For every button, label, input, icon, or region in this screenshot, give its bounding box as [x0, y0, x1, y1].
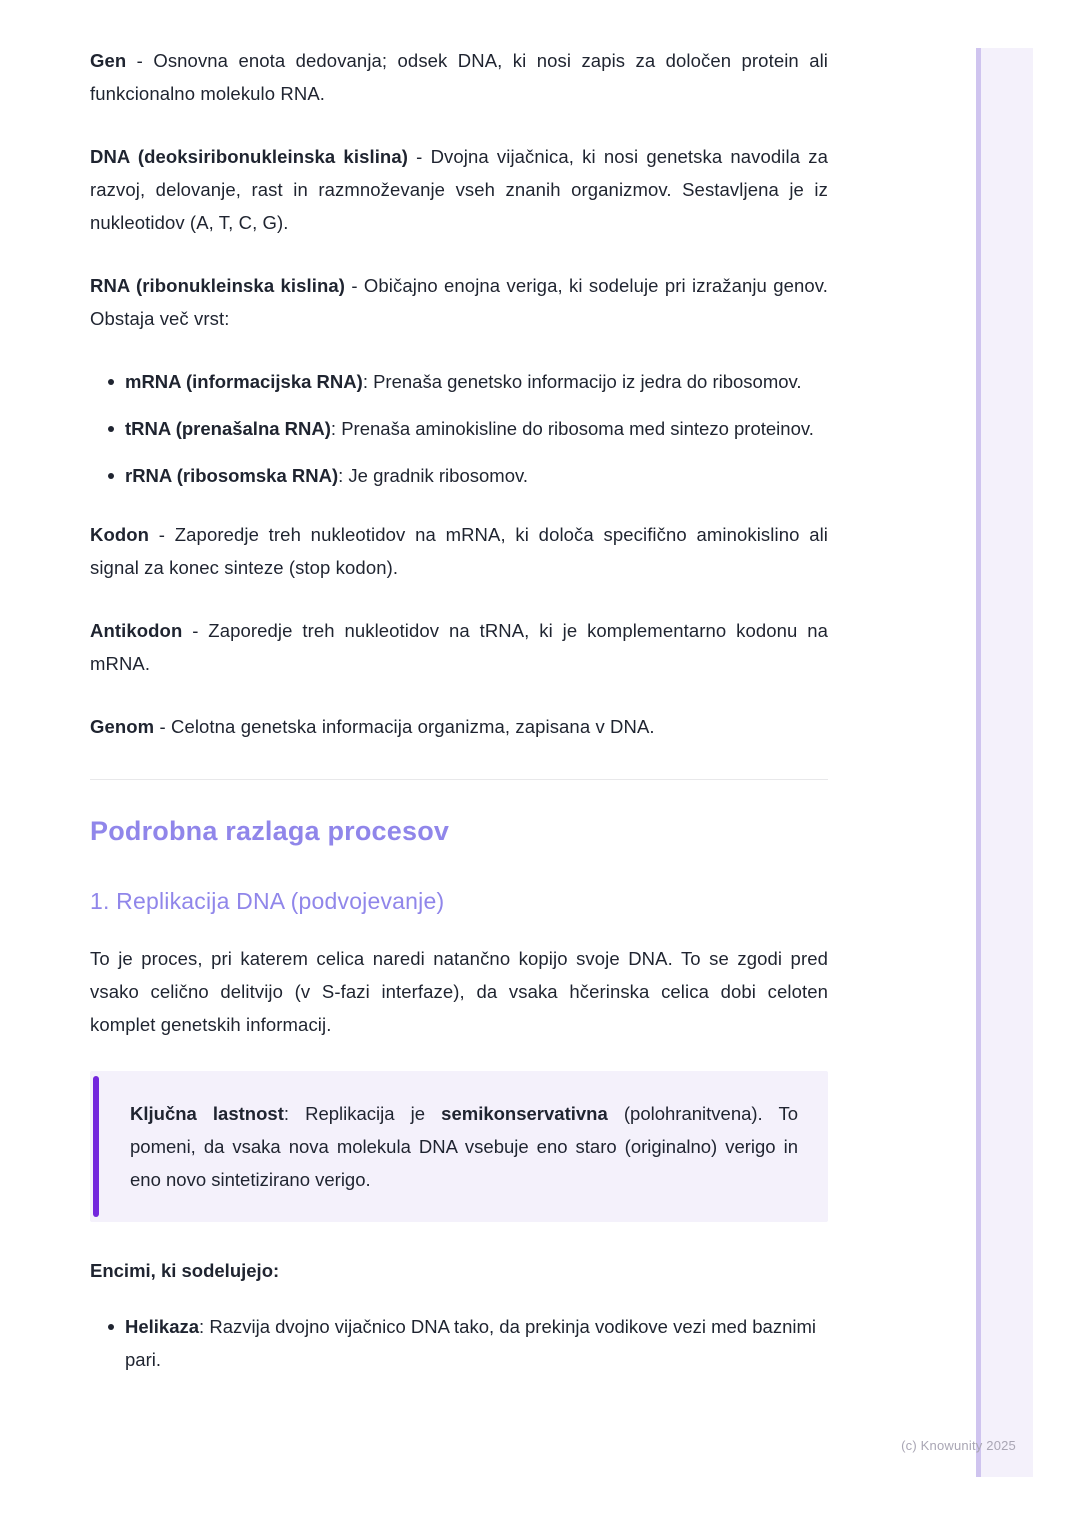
- right-side-panel-accent: [976, 48, 981, 1477]
- callout-emphasis: semikonservativna: [441, 1103, 608, 1124]
- definition-text: Osnovna enota dedovanja; odsek DNA, ki nosi zapis za določen protein ali funkcionalno molekulo RNA.: [90, 50, 828, 104]
- list-item-separator: :: [330, 418, 342, 439]
- definition-text: Običajno enojna veriga, ki sodeluje pri izražanju genov. Obstaja več vrst:: [90, 275, 829, 329]
- definition-separator: -: [126, 50, 154, 71]
- definition-term: DNA (deoksiribonukleinska kislina): [90, 146, 408, 167]
- sub-heading-replication: 1. Replikacija DNA (podvojevanje): [90, 888, 445, 914]
- definition-dna: [90, 140, 828, 239]
- definition-gen: [90, 44, 828, 110]
- copyright-watermark: (c) Knowunity 2025: [901, 1438, 1016, 1453]
- list-item-separator: :: [199, 1316, 210, 1337]
- list-item: [108, 459, 828, 492]
- enzymes-lead-in: Encimi, ki sodelujejo:: [90, 1260, 280, 1281]
- key-property-callout: [90, 1071, 828, 1222]
- list-item-text: Je gradnik ribosomov.: [348, 465, 529, 486]
- rna-types-list: [90, 365, 828, 492]
- definition-separator: -: [182, 620, 209, 641]
- list-item-term: tRNA (prenašalna RNA): [125, 418, 331, 439]
- list-item-term: Helikaza: [125, 1316, 200, 1337]
- definition-antikodon: [90, 614, 828, 680]
- callout-accent-bar: [93, 1076, 99, 1217]
- list-item: [108, 412, 828, 445]
- enzymes-list: [90, 1310, 828, 1376]
- callout-text-after: (polohranitvena). To pomeni, da vsaka nova molekula DNA vsebuje eno staro (originalno) verigo in eno novo sintetizirano verigo.: [130, 1103, 799, 1190]
- definition-term: Genom: [90, 716, 155, 737]
- definition-term: Gen: [90, 50, 127, 71]
- list-item-term: mRNA (informacijska RNA): [125, 371, 363, 392]
- replication-intro-paragraph: To je proces, pri katerem celica naredi natančno kopijo svoje DNA. To se zgodi pred vsako celično delitvijo (v S-fazi interfaze), da vsaka hčerinska celica dobi celoten komplet genetskih informacij.: [90, 948, 828, 1035]
- callout-paragraph: [130, 1097, 798, 1196]
- section-heading: Podrobna razlaga procesov: [90, 816, 450, 846]
- definition-text: Celotna genetska informacija organizma, zapisana v DNA.: [170, 716, 655, 737]
- list-item-text: Prenaša genetsko informacijo iz jedra do ribosomov.: [373, 371, 802, 392]
- list-item-text: Prenaša aminokisline do ribosoma med sintezo proteinov.: [341, 418, 814, 439]
- definition-genom: [90, 710, 828, 743]
- right-side-panel: [976, 48, 1033, 1477]
- definition-separator: -: [154, 716, 171, 737]
- definition-kodon: [90, 518, 828, 584]
- definition-separator: -: [149, 524, 175, 545]
- list-item: [108, 1310, 828, 1376]
- definition-separator: -: [407, 146, 431, 167]
- callout-text-before: Replikacija je: [305, 1103, 442, 1124]
- callout-separator: :: [283, 1103, 306, 1124]
- definition-term: Antikodon: [90, 620, 183, 641]
- list-item-separator: :: [338, 465, 349, 486]
- section-divider: [90, 779, 828, 780]
- definition-separator: -: [345, 275, 364, 296]
- definition-text: Zaporedje treh nukleotidov na mRNA, ki določa specifično aminokislino ali signal za konec sinteze (stop kodon).: [90, 524, 829, 578]
- definition-term: Kodon: [90, 524, 150, 545]
- definition-text: Zaporedje treh nukleotidov na tRNA, ki je komplementarno kodonu na mRNA.: [90, 620, 829, 674]
- list-item-text: Razvija dvojno vijačnico DNA tako, da prekinja vodikove vezi med baznimi pari.: [125, 1316, 817, 1370]
- list-item: [108, 365, 828, 398]
- list-item-term: rRNA (ribosomska RNA): [125, 465, 339, 486]
- definition-text: Dvojna vijačnica, ki nosi genetska navodila za razvoj, delovanje, rast in razmnoževanje vseh znanih organizmov. Sestavljena je iz nukleotidov (A, T, C, G).: [90, 146, 828, 233]
- callout-label: Ključna lastnost: [130, 1103, 284, 1124]
- definition-rna: [90, 269, 828, 335]
- list-item-separator: :: [362, 371, 374, 392]
- definition-term: RNA (ribonukleinska kislina): [90, 275, 346, 296]
